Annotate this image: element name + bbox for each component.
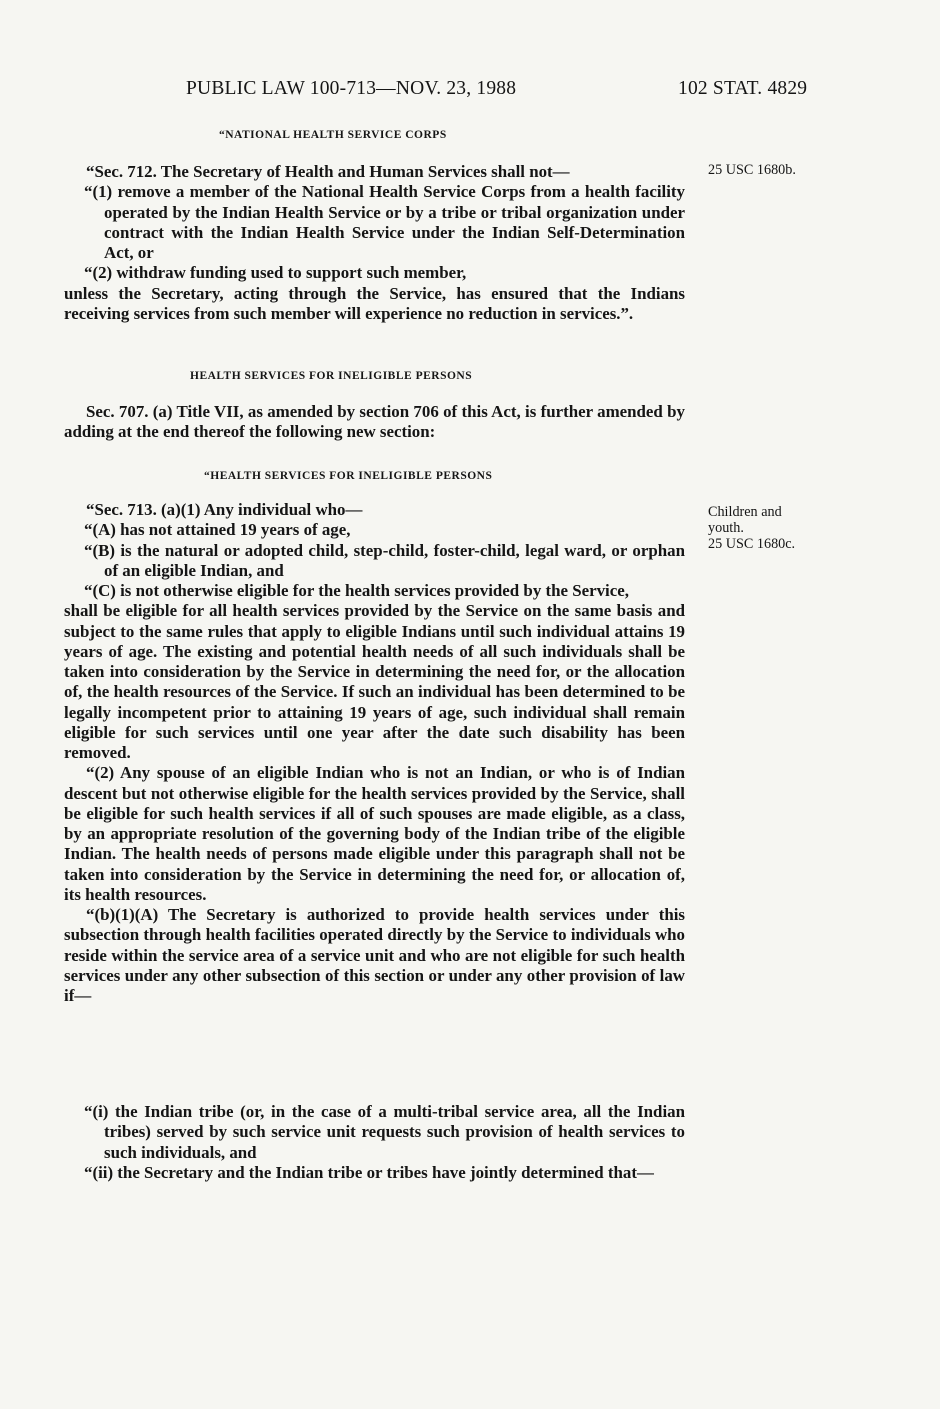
section-713-intro: “Sec. 713. (a)(1) Any individual who— — [86, 500, 363, 519]
section-713-clause-ii: “(ii) the Secretary and the Indian tribe or tribes have jointly determined that— — [84, 1162, 654, 1182]
section-713-subsection-a — [64, 500, 685, 1006]
margin-note-usc-1680c: 25 USC 1680c. — [708, 536, 796, 552]
section-712-clause-1: “(1) remove a member of the National Health Service Corps from a health facility operated by the Indian Health Service or by a tribe or tribal organization under contract with the Indian Health Service under the Indian Self-Determination Act, or — [84, 182, 685, 262]
section-713-subsection-b: “(b)(1)(A) The Secretary is authorized to provide health services under this subsection through health facilities operated directly by the Service to individuals who reside within the service area of a service unit and who are not eligible for such health services under any other subsection of this section or under any other provision of law if— — [64, 905, 685, 1005]
margin-note-usc-1680b: 25 USC 1680b. — [708, 162, 796, 178]
section-713-clause-c: “(C) is not otherwise eligible for the health services provided by the Service, — [84, 581, 629, 600]
section-707 — [64, 402, 685, 443]
margin-note-children-line2: youth. — [708, 520, 744, 536]
heading-health-services-ineligible-quoted: “HEALTH SERVICES FOR INELIGIBLE PERSONS — [204, 470, 493, 482]
section-712-clause-2: “(2) withdraw funding used to support such member, — [84, 263, 467, 283]
margin-note-children-line1: Children and — [708, 504, 782, 520]
section-713-eligibility-paragraph: shall be eligible for all health services provided by the Service on the same basis and subject to the same rules that apply to eligible Indians until such individual attains 19 years of age. The existing and potential health needs of all such individuals shall be taken into consideration by the Service in determining the need for, or the allocation of, the health resources of the Service. If such an individual has been determined to be legally incompetent prior to attaining 19 years of age, such individual shall remain eligible for such services until one year after the date such disability has been removed. — [64, 601, 685, 762]
running-header-right: 102 STAT. 4829 — [678, 78, 808, 99]
section-713-spouse-paragraph: “(2) Any spouse of an eligible Indian who is not an Indian, or who is of Indian descent but not otherwise eligible for the health services provided by the Service, shall be eligible for such health services if all of such spouses are made eligible, as a class, by an appropriate resolution of the governing body of the Indian tribe of the eligible Indian. The health needs of persons made eligible under this paragraph shall not be taken into consideration by the Service in determining the need for, or allocation of, its health resources. — [64, 763, 685, 904]
section-707-text: Sec. 707. (a) Title VII, as amended by section 706 of this Act, is further amended by adding at the end thereof the following new section: — [64, 402, 685, 442]
section-712-closing: unless the Secretary, acting through the Service, has ensured that the Indians receiving services from such member will experience no reduction in services.”. — [64, 283, 685, 323]
section-713-clause-i: “(i) the Indian tribe (or, in the case of a multi-tribal service area, all the Indian tribes) served by such service unit requests such provision of health services to such individuals, and — [84, 1102, 685, 1162]
margin-note-children-youth — [708, 504, 795, 552]
section-713-clause-b: “(B) is the natural or adopted child, step-child, foster-child, legal ward, or orphan of an eligible Indian, and — [84, 540, 685, 580]
section-712 — [64, 162, 685, 324]
heading-national-health-service-corps: “NATIONAL HEALTH SERVICE CORPS — [219, 129, 447, 141]
section-713-clause-a: “(A) has not attained 19 years of age, — [84, 520, 351, 540]
running-header-left: PUBLIC LAW 100-713—NOV. 23, 1988 — [186, 78, 517, 99]
section-712-intro: “Sec. 712. The Secretary of Health and Human Services shall not— — [86, 162, 570, 181]
heading-health-services-ineligible: HEALTH SERVICES FOR INELIGIBLE PERSONS — [190, 370, 473, 382]
section-713-subsection-b-clauses — [64, 1102, 685, 1183]
